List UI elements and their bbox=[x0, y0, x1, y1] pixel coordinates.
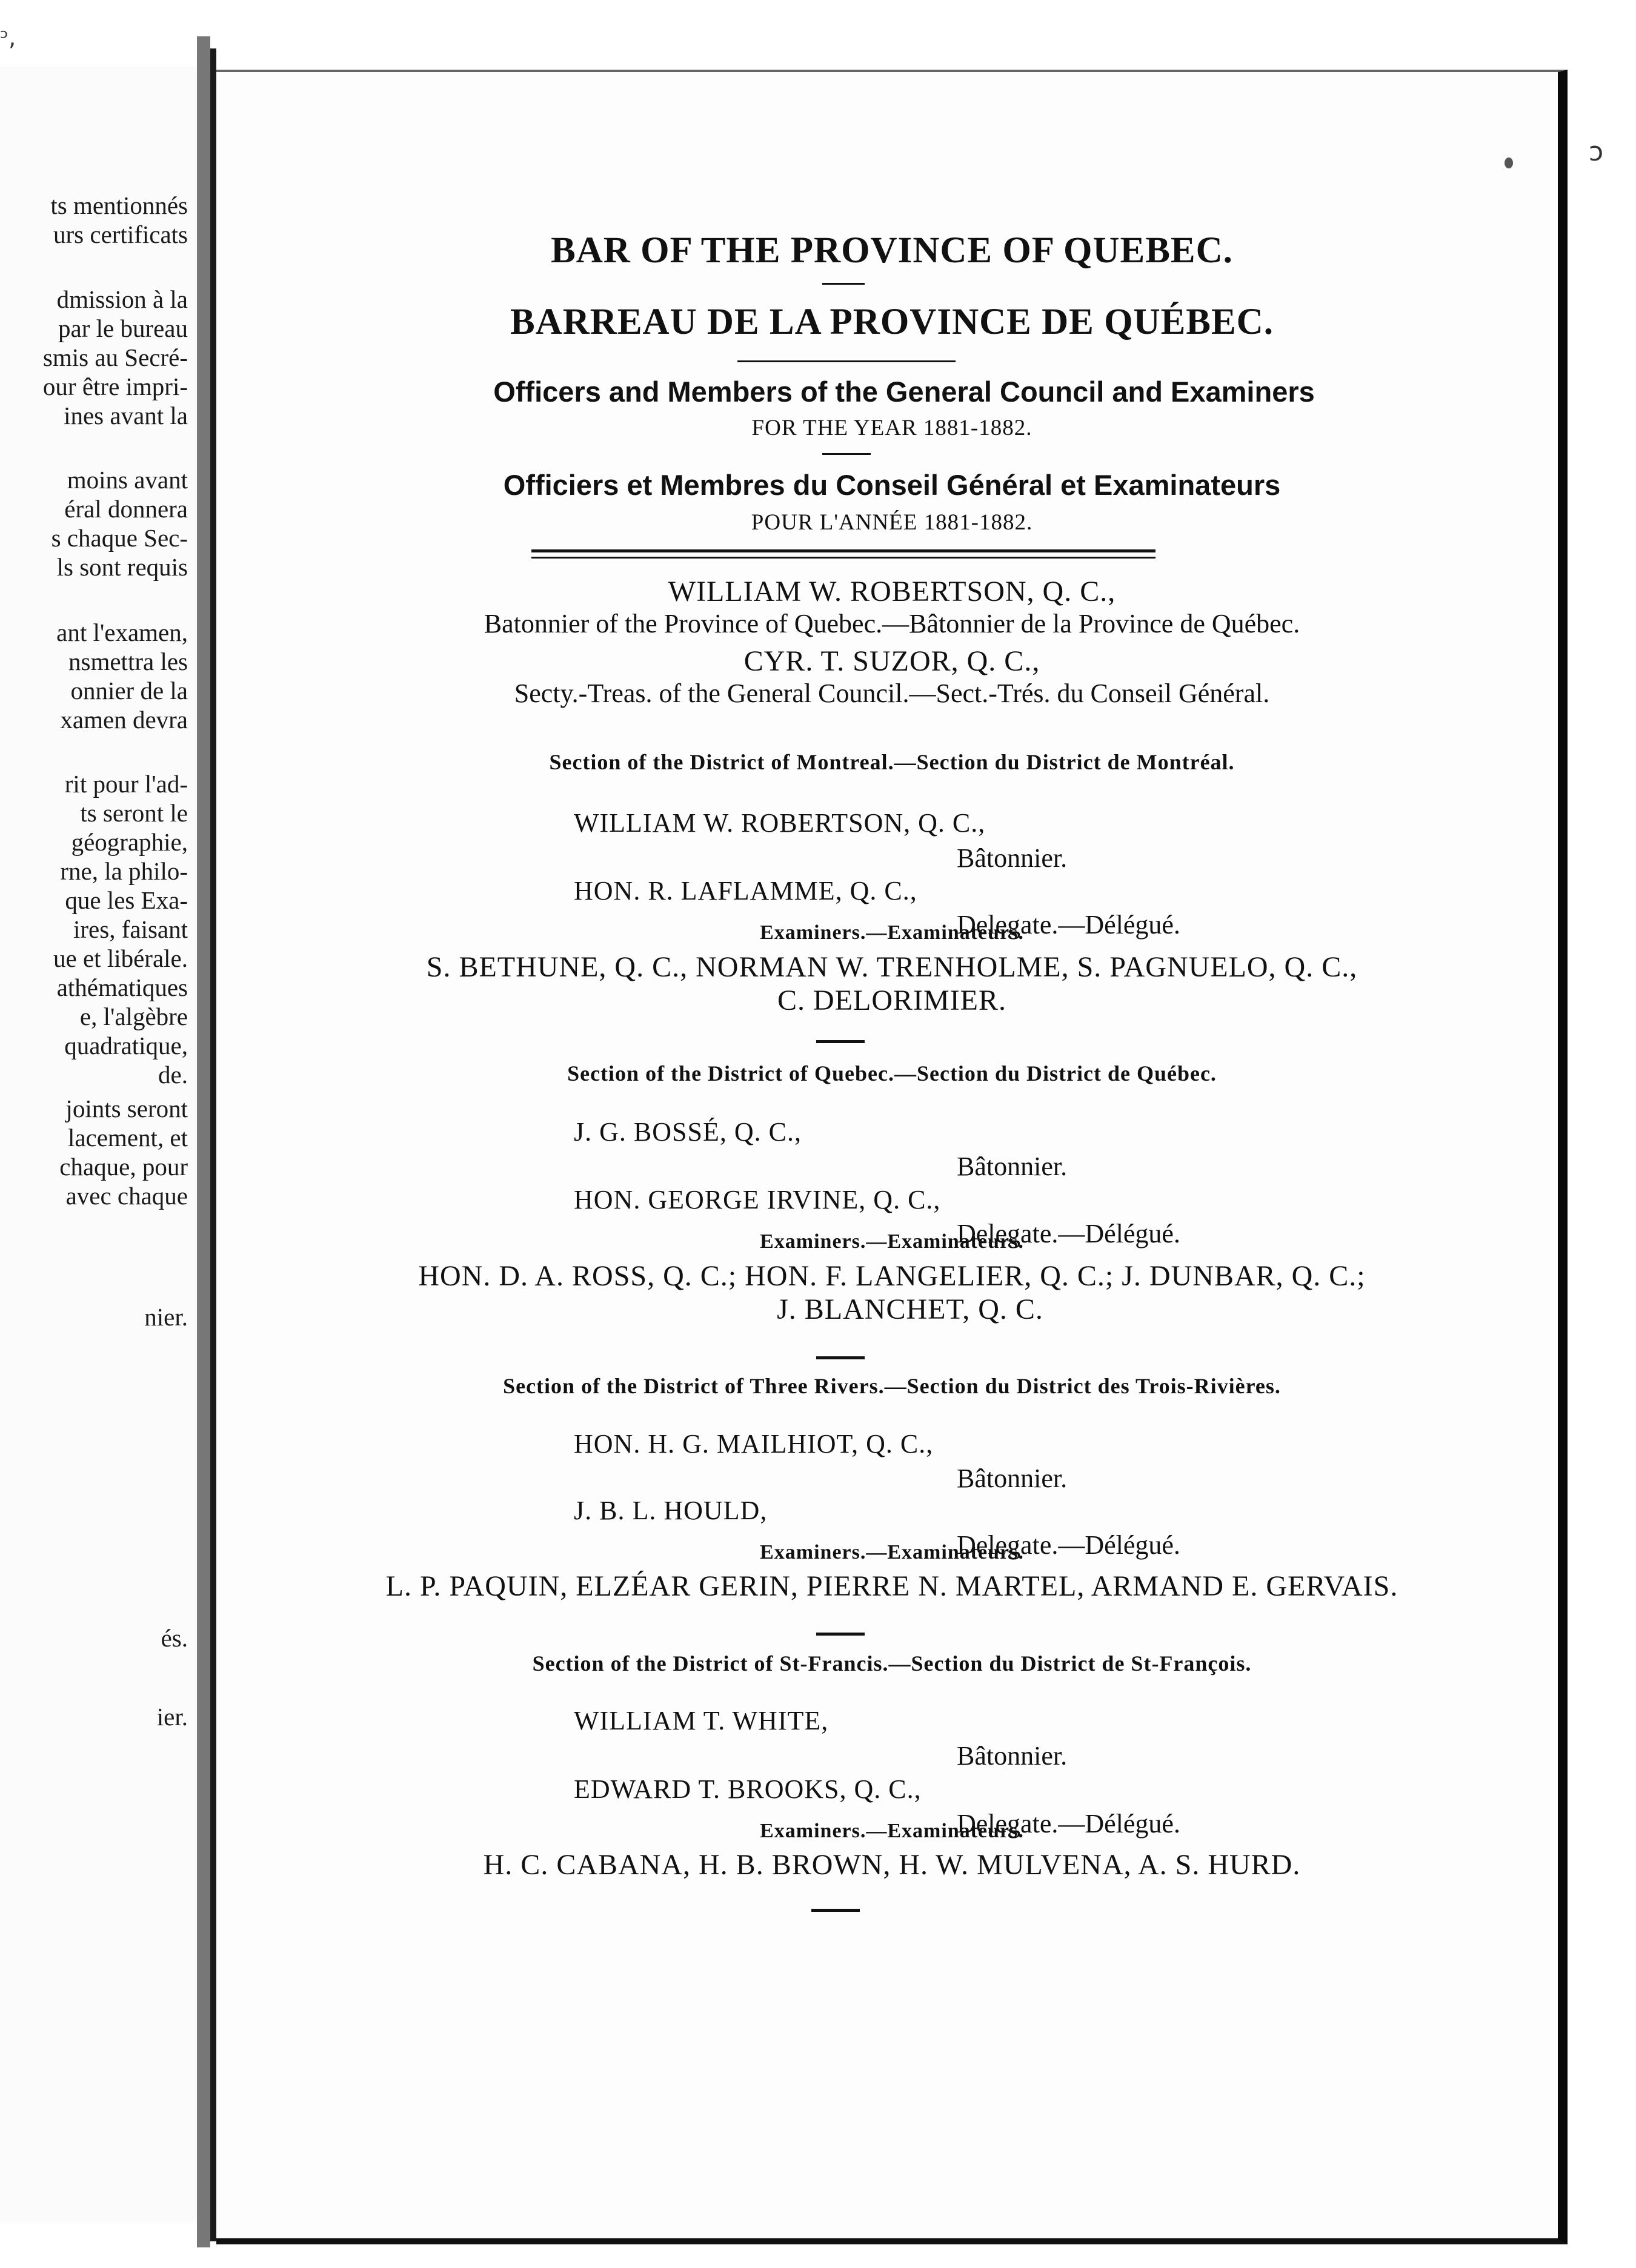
facing-page-text-line: avec chaque bbox=[65, 1182, 188, 1210]
section-delegate-label: Delegate.—Délégué. bbox=[957, 1809, 1180, 1839]
divider bbox=[811, 1909, 860, 1912]
batonnier-title: Batonnier of the Province of Quebec.—Bâtonnier de la Province de Québec. bbox=[484, 609, 1300, 638]
section-batonnier-label: Bâtonnier. bbox=[957, 1464, 1068, 1493]
facing-page-text-line: s chaque Sec- bbox=[51, 524, 188, 552]
section-batonnier-label: Bâtonnier. bbox=[957, 843, 1068, 873]
facing-page-text-line: éral donnera bbox=[64, 495, 188, 523]
facing-page-text-line: que les Exa- bbox=[65, 886, 188, 914]
section-heading: Section of the District of Three Rivers.—Section du District des Trois-Rivières. bbox=[503, 1374, 1281, 1398]
section-batonnier-name: HON. H. G. MAILHIOT, Q. C., bbox=[574, 1429, 934, 1459]
batonnier-name: WILLIAM W. ROBERTSON, Q. C., bbox=[668, 575, 1116, 608]
officers-heading-french: Officiers et Membres du Conseil Général et Examinateurs bbox=[503, 469, 1281, 501]
facing-page bbox=[0, 67, 199, 2223]
examiners-line: S. BETHUNE, Q. C., NORMAN W. TRENHOLME, S. PAGNUELO, Q. C., bbox=[426, 951, 1358, 983]
facing-page-text-line: onnier de la bbox=[70, 677, 188, 705]
facing-page-text-line: e, l'algèbre bbox=[79, 1003, 188, 1030]
section-batonnier-name: J. G. BOSSÉ, Q. C., bbox=[574, 1117, 802, 1147]
page-speck bbox=[1505, 158, 1513, 168]
examiners-line: H. C. CABANA, H. B. BROWN, H. W. MULVENA, A. S. HURD. bbox=[483, 1849, 1301, 1881]
divider bbox=[822, 283, 865, 285]
section-heading: Section of the District of Quebec.—Section du District de Québec. bbox=[567, 1061, 1217, 1086]
section-delegate-name: J. B. L. HOULD, bbox=[574, 1496, 768, 1525]
examiners-line: C. DELORIMIER. bbox=[777, 984, 1006, 1016]
section-heading: Section of the District of St-Francis.—Section du District de St-François. bbox=[532, 1651, 1252, 1676]
section-batonnier-name: WILLIAM W. ROBERTSON, Q. C., bbox=[574, 808, 986, 838]
facing-page-text-line: ires, faisant bbox=[73, 915, 188, 943]
officers-heading-english: Officers and Members of the General Council and Examiners bbox=[493, 376, 1315, 408]
divider bbox=[816, 1356, 865, 1359]
facing-page-text-line: ier. bbox=[156, 1703, 188, 1731]
year-french: POUR L'ANNÉE 1881-1882. bbox=[751, 510, 1033, 535]
secretary-title: Secty.-Treas. of the General Council.—Sect.-Trés. du Conseil Général. bbox=[514, 678, 1270, 708]
facing-page-text-line: ue et libérale. bbox=[53, 944, 188, 972]
facing-page-text-line: lacement, et bbox=[67, 1124, 188, 1152]
facing-page-text-line: our être impri- bbox=[42, 373, 188, 400]
edge-mark: ᵓ, bbox=[0, 24, 16, 51]
facing-page-text-line: chaque, pour bbox=[59, 1153, 188, 1181]
divider bbox=[822, 453, 871, 455]
title-english: BAR OF THE PROVINCE OF QUEBEC. bbox=[551, 230, 1233, 271]
section-batonnier-label: Bâtonnier. bbox=[957, 1152, 1068, 1181]
secretary-name: CYR. T. SUZOR, Q. C., bbox=[743, 645, 1040, 677]
divider bbox=[816, 1633, 865, 1636]
facing-page-text-line: ls sont requis bbox=[56, 553, 188, 581]
title-french: BARREAU DE LA PROVINCE DE QUÉBEC. bbox=[510, 302, 1274, 342]
section-delegate-name: HON. R. LAFLAMME, Q. C., bbox=[574, 876, 917, 906]
facing-page-text-line: nier. bbox=[144, 1303, 188, 1331]
facing-page-text-line: dmission à la bbox=[56, 285, 188, 313]
facing-page-text-line: urs certificats bbox=[53, 220, 188, 248]
facing-page-text-line: rit pour l'ad- bbox=[64, 770, 188, 798]
facing-page-text-line: moins avant bbox=[67, 466, 188, 494]
section-batonnier-label: Bâtonnier. bbox=[957, 1741, 1068, 1771]
examiners-line: J. BLANCHET, Q. C. bbox=[777, 1293, 1043, 1325]
examiners-heading: Examiners.—Examinateurs. bbox=[760, 921, 1024, 944]
facing-page-text-line: joints seront bbox=[65, 1095, 188, 1122]
binding-shadow bbox=[210, 48, 216, 2241]
section-delegate-name: HON. GEORGE IRVINE, Q. C., bbox=[574, 1185, 941, 1215]
binding-gutter bbox=[197, 36, 210, 2247]
divider bbox=[737, 360, 956, 362]
section-heading: Section of the District of Montreal.—Section du District de Montréal. bbox=[549, 750, 1235, 774]
section-delegate-label: Delegate.—Délégué. bbox=[957, 910, 1180, 940]
facing-page-text-line: ant l'examen, bbox=[56, 618, 188, 646]
facing-page-text-line: de. bbox=[158, 1061, 188, 1089]
facing-page-text-line: géographie, bbox=[71, 828, 188, 856]
divider bbox=[816, 1040, 865, 1043]
facing-page-text-line: athématiques bbox=[56, 973, 188, 1001]
examiners-heading: Examiners.—Examinateurs. bbox=[760, 1541, 1024, 1563]
section-delegate-name: EDWARD T. BROOKS, Q. C., bbox=[574, 1774, 922, 1804]
examiners-heading: Examiners.—Examinateurs. bbox=[760, 1820, 1024, 1842]
examiners-heading: Examiners.—Examinateurs. bbox=[760, 1230, 1024, 1253]
section-delegate-label: Delegate.—Délégué. bbox=[957, 1219, 1180, 1248]
facing-page-text-line: nsmettra les bbox=[68, 648, 188, 675]
facing-page-text-line: xamen devra bbox=[60, 706, 188, 734]
facing-page-text-line: quadratique, bbox=[64, 1032, 188, 1059]
year-english: FOR THE YEAR 1881-1882. bbox=[751, 416, 1032, 440]
facing-page-text-line: ts seront le bbox=[80, 799, 188, 827]
facing-page-text-line: és. bbox=[161, 1624, 188, 1652]
section-batonnier-name: WILLIAM T. WHITE, bbox=[574, 1706, 829, 1736]
corner-mark: ↄ bbox=[1589, 136, 1604, 167]
double-rule-top bbox=[531, 549, 1156, 552]
facing-page-text-line: ines avant la bbox=[64, 402, 188, 429]
facing-page-text-line: par le bureau bbox=[58, 314, 188, 342]
facing-page-text-line: smis au Secré- bbox=[42, 343, 188, 371]
double-rule-bottom bbox=[531, 557, 1156, 559]
examiners-line: HON. D. A. ROSS, Q. C.; HON. F. LANGELIER, Q. C.; J. DUNBAR, Q. C.; bbox=[418, 1260, 1366, 1292]
examiners-line: L. P. PAQUIN, ELZÉAR GERIN, PIERRE N. MARTEL, ARMAND E. GERVAIS. bbox=[385, 1570, 1398, 1602]
section-delegate-label: Delegate.—Délégué. bbox=[957, 1530, 1180, 1560]
facing-page-text-line: rne, la philo- bbox=[60, 857, 188, 885]
facing-page-text-line: ts mentionnés bbox=[50, 191, 188, 219]
document-page bbox=[216, 70, 1568, 2244]
